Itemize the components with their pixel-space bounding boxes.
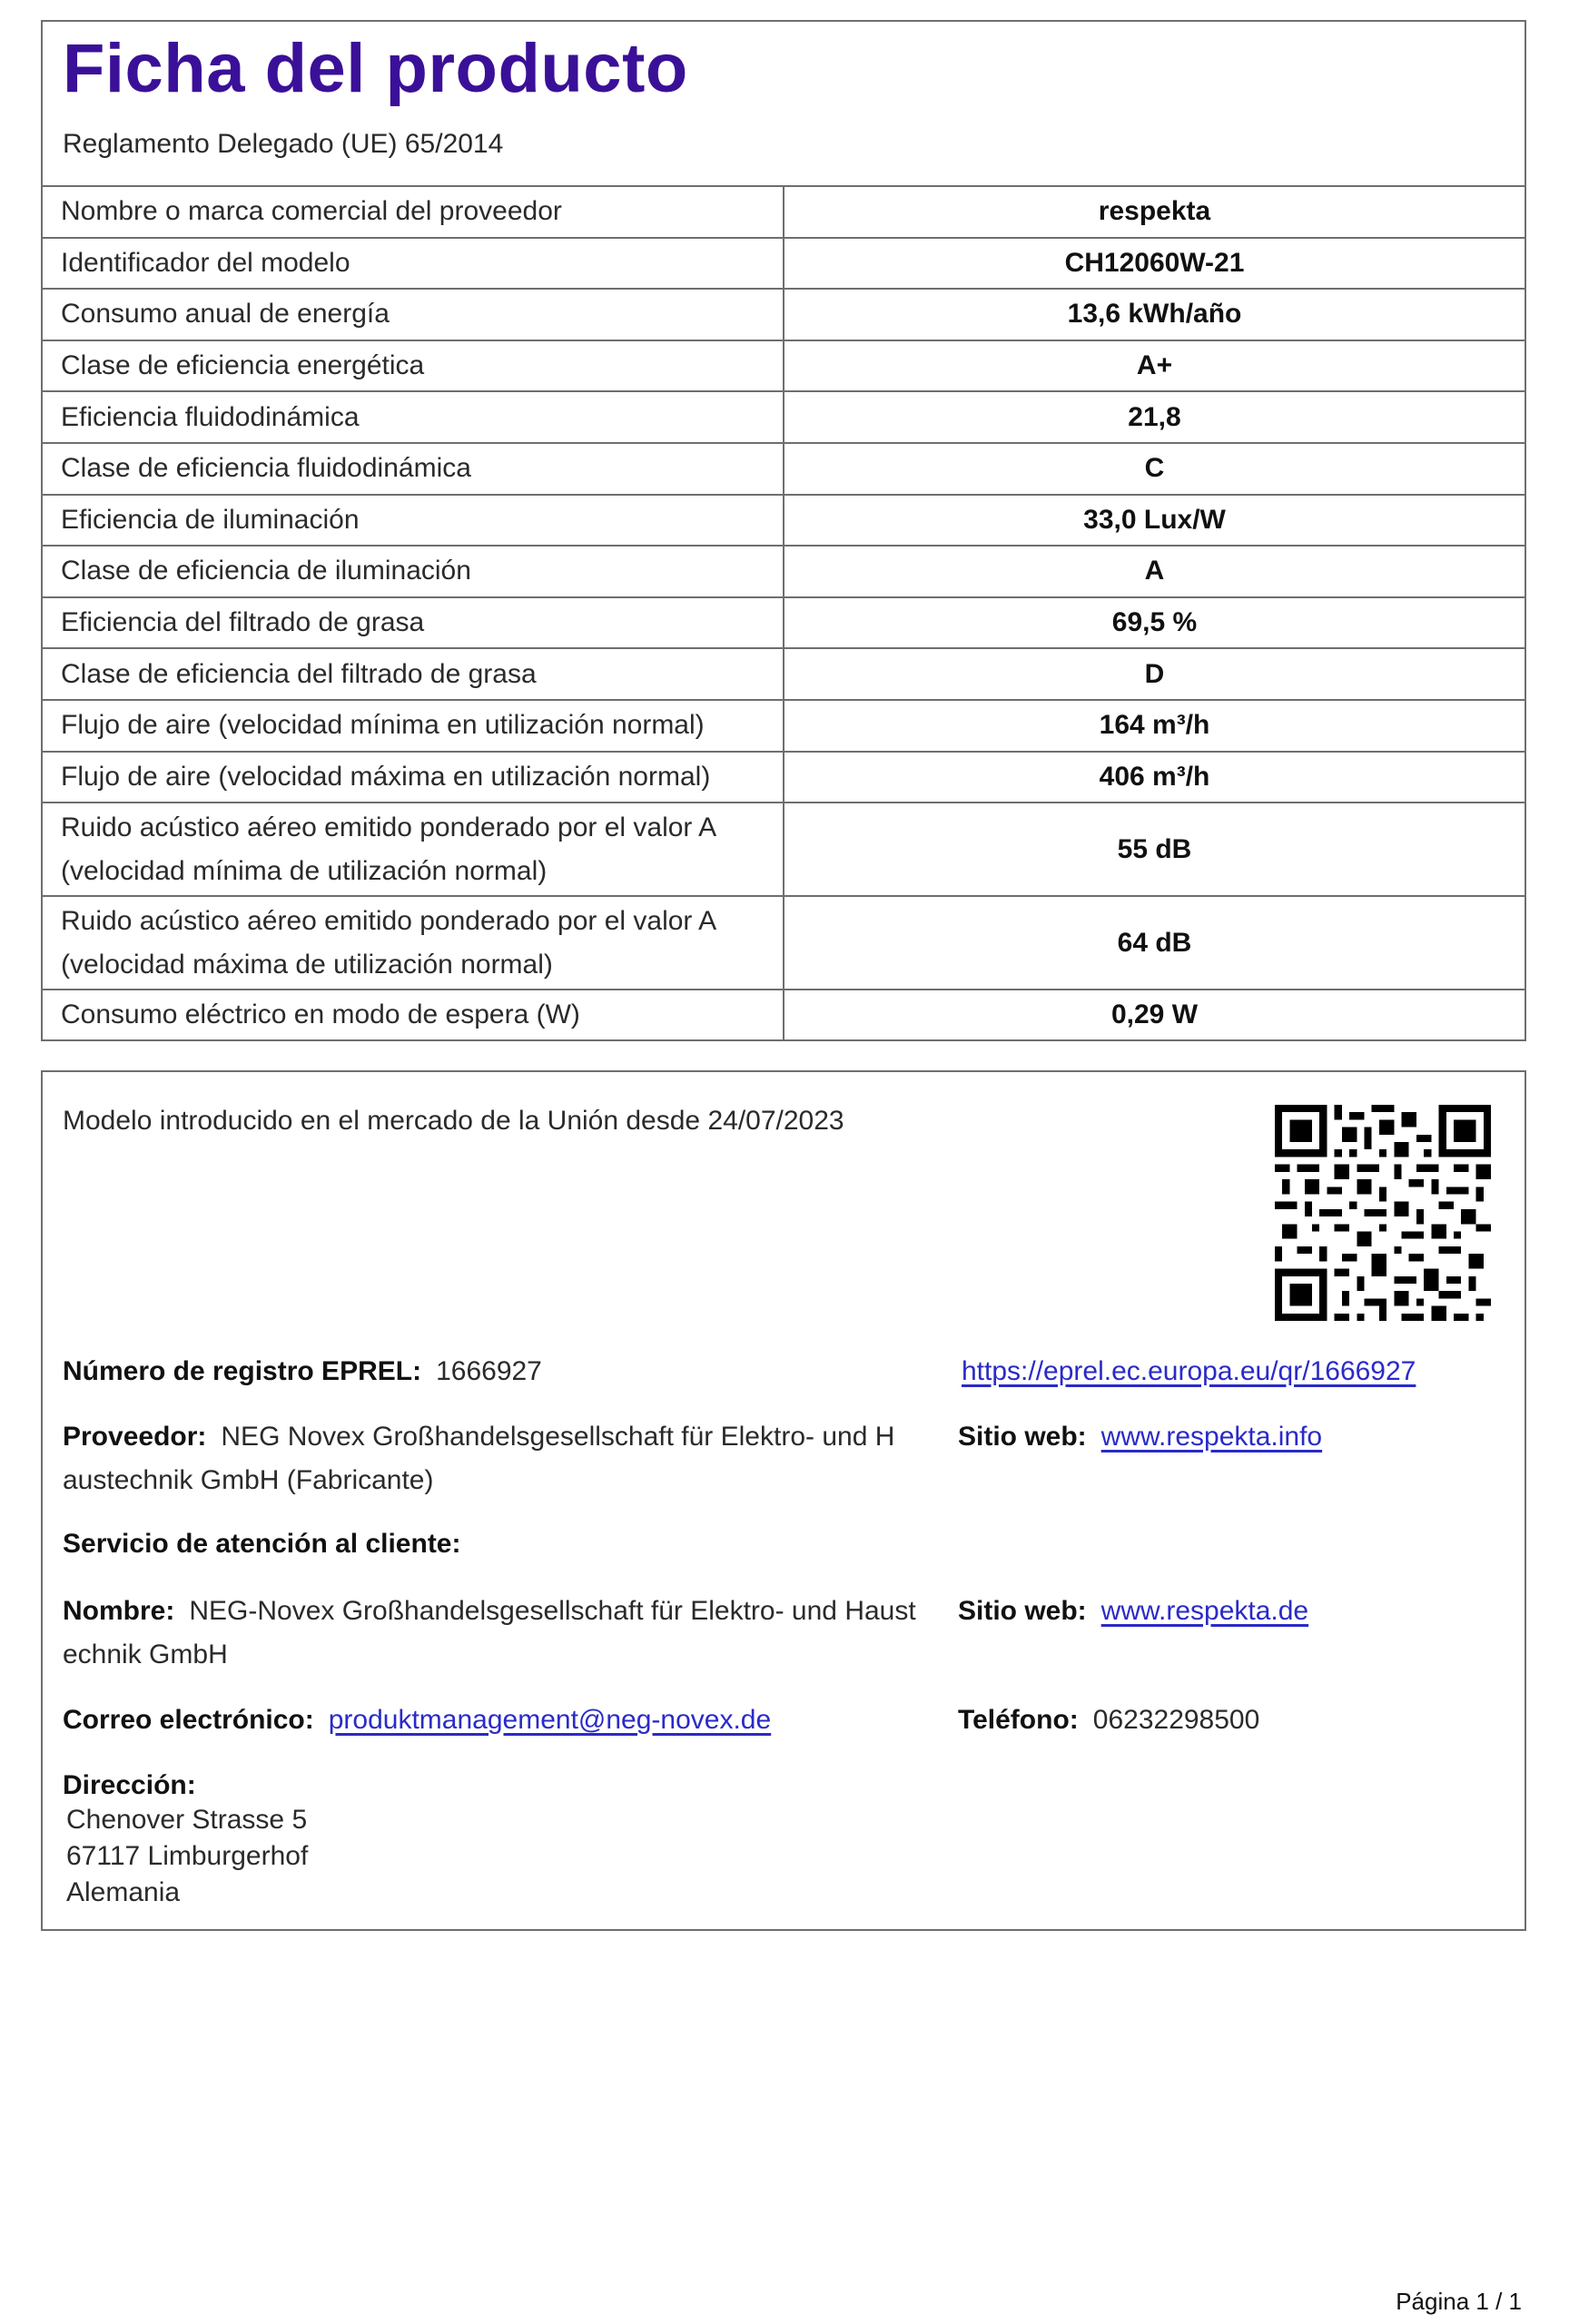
- table-row: [43, 238, 1525, 290]
- regulation-subtitle: Reglamento Delegado (UE) 65/2014: [63, 129, 504, 159]
- address-line: Chenover Strasse 5: [66, 1805, 308, 1835]
- address: [66, 1802, 308, 1911]
- supplier-info: [63, 1415, 934, 1502]
- spec-table: [43, 185, 1525, 1040]
- supplier-website: [958, 1415, 1322, 1459]
- phone-info: [958, 1699, 1259, 1742]
- service-name-line-2: echnik GmbH: [63, 1640, 228, 1669]
- product-sheet-table-box: [41, 20, 1526, 1041]
- row-label: Flujo de aire (velocidad máxima en utilización normal): [43, 752, 784, 803]
- service-name-info: [63, 1590, 962, 1677]
- supplier-name: NEG Novex Großhandelsgesellschaft für Elektro- und H: [221, 1422, 895, 1452]
- email-link[interactable]: produktmanagement@neg-novex.de: [328, 1705, 772, 1735]
- row-value: 0,29 W: [784, 990, 1525, 1040]
- service-website: [958, 1590, 1308, 1633]
- table-row: [43, 391, 1525, 443]
- row-value: 64 dB: [784, 896, 1525, 990]
- table-row: [43, 752, 1525, 803]
- eprel-registration: [63, 1350, 542, 1393]
- row-value: CH12060W-21: [784, 238, 1525, 290]
- row-value: 21,8: [784, 391, 1525, 443]
- row-label: Eficiencia fluidodinámica: [43, 391, 784, 443]
- service-website-link[interactable]: www.respekta.de: [1100, 1596, 1309, 1626]
- table-row: [43, 803, 1525, 896]
- row-value: 55 dB: [784, 803, 1525, 896]
- row-value: 13,6 kWh/año: [784, 289, 1525, 340]
- row-label: Clase de eficiencia del filtrado de grasa: [43, 648, 784, 700]
- table-row: [43, 340, 1525, 392]
- row-label-line: (velocidad máxima de utilización normal): [61, 949, 553, 980]
- row-value: respekta: [784, 186, 1525, 238]
- eprel-number: 1666927: [436, 1356, 542, 1386]
- table-row: [43, 186, 1525, 238]
- row-value: C: [784, 443, 1525, 495]
- email-info: [63, 1699, 771, 1742]
- row-label: Eficiencia de iluminación: [43, 495, 784, 547]
- row-label: Consumo anual de energía: [43, 289, 784, 340]
- eprel-link[interactable]: https://eprel.ec.europa.eu/qr/1666927: [962, 1356, 1416, 1386]
- address-line: Alemania: [66, 1877, 181, 1907]
- eprel-label: Número de registro EPREL:: [63, 1356, 422, 1386]
- row-label: Clase de eficiencia de iluminación: [43, 546, 784, 597]
- supplier-label: Proveedor:: [63, 1422, 207, 1452]
- phone-label: Teléfono:: [958, 1705, 1079, 1735]
- row-label: Eficiencia del filtrado de grasa: [43, 597, 784, 649]
- service-name-line: [63, 1590, 962, 1633]
- qr-code-icon[interactable]: [1275, 1105, 1491, 1321]
- table-row: [43, 896, 1525, 990]
- row-label: Flujo de aire (velocidad mínima en utilización normal): [43, 700, 784, 752]
- table-row: [43, 289, 1525, 340]
- page-title: Ficha del producto: [63, 30, 688, 107]
- row-value: 69,5 %: [784, 597, 1525, 649]
- row-label: Clase de eficiencia energética: [43, 340, 784, 392]
- eprel-link-wrap: [962, 1350, 1416, 1393]
- table-row: [43, 648, 1525, 700]
- table-row: [43, 443, 1525, 495]
- supplier-line: [63, 1415, 934, 1459]
- service-name: NEG-Novex Großhandelsgesellschaft für Elektro- und Haust: [189, 1596, 916, 1626]
- table-row: [43, 700, 1525, 752]
- table-row: [43, 495, 1525, 547]
- row-value: 164 m³/h: [784, 700, 1525, 752]
- row-value: D: [784, 648, 1525, 700]
- address-line: 67117 Limburgerhof: [66, 1841, 309, 1871]
- name-label: Nombre:: [63, 1596, 175, 1626]
- row-label: Nombre o marca comercial del proveedor: [43, 186, 784, 238]
- row-value: 33,0 Lux/W: [784, 495, 1525, 547]
- row-label: Identificador del modelo: [43, 238, 784, 290]
- customer-service-heading: Servicio de atención al cliente:: [63, 1529, 461, 1559]
- supplier-website-link[interactable]: www.respekta.info: [1100, 1422, 1323, 1452]
- email-label: Correo electrónico:: [63, 1705, 314, 1735]
- row-label-line: Ruido acústico aéreo emitido ponderado por el valor A: [61, 812, 717, 842]
- table-row: [43, 990, 1525, 1040]
- page-number: Página 1 / 1: [1396, 2288, 1522, 2315]
- website-label: Sitio web:: [958, 1422, 1087, 1452]
- row-label: [43, 896, 784, 990]
- address-label: Dirección:: [63, 1770, 196, 1800]
- phone-number: 06232298500: [1092, 1705, 1260, 1735]
- row-label: [43, 803, 784, 896]
- supplier-line-2: austechnik GmbH (Fabricante): [63, 1465, 434, 1495]
- row-value: 406 m³/h: [784, 752, 1525, 803]
- row-label: Consumo eléctrico en modo de espera (W): [43, 990, 784, 1040]
- market-date-text: Modelo introducido en el mercado de la Unión desde 24/07/2023: [63, 1106, 844, 1136]
- row-value: A: [784, 546, 1525, 597]
- supplier-info-box: [41, 1070, 1526, 1931]
- table-row: [43, 597, 1525, 649]
- row-label: Clase de eficiencia fluidodinámica: [43, 443, 784, 495]
- service-website-label: Sitio web:: [958, 1596, 1087, 1626]
- row-value: A+: [784, 340, 1525, 392]
- table-row: [43, 546, 1525, 597]
- row-label-line: Ruido acústico aéreo emitido ponderado por el valor A: [61, 905, 717, 936]
- row-label-line: (velocidad mínima de utilización normal): [61, 855, 548, 886]
